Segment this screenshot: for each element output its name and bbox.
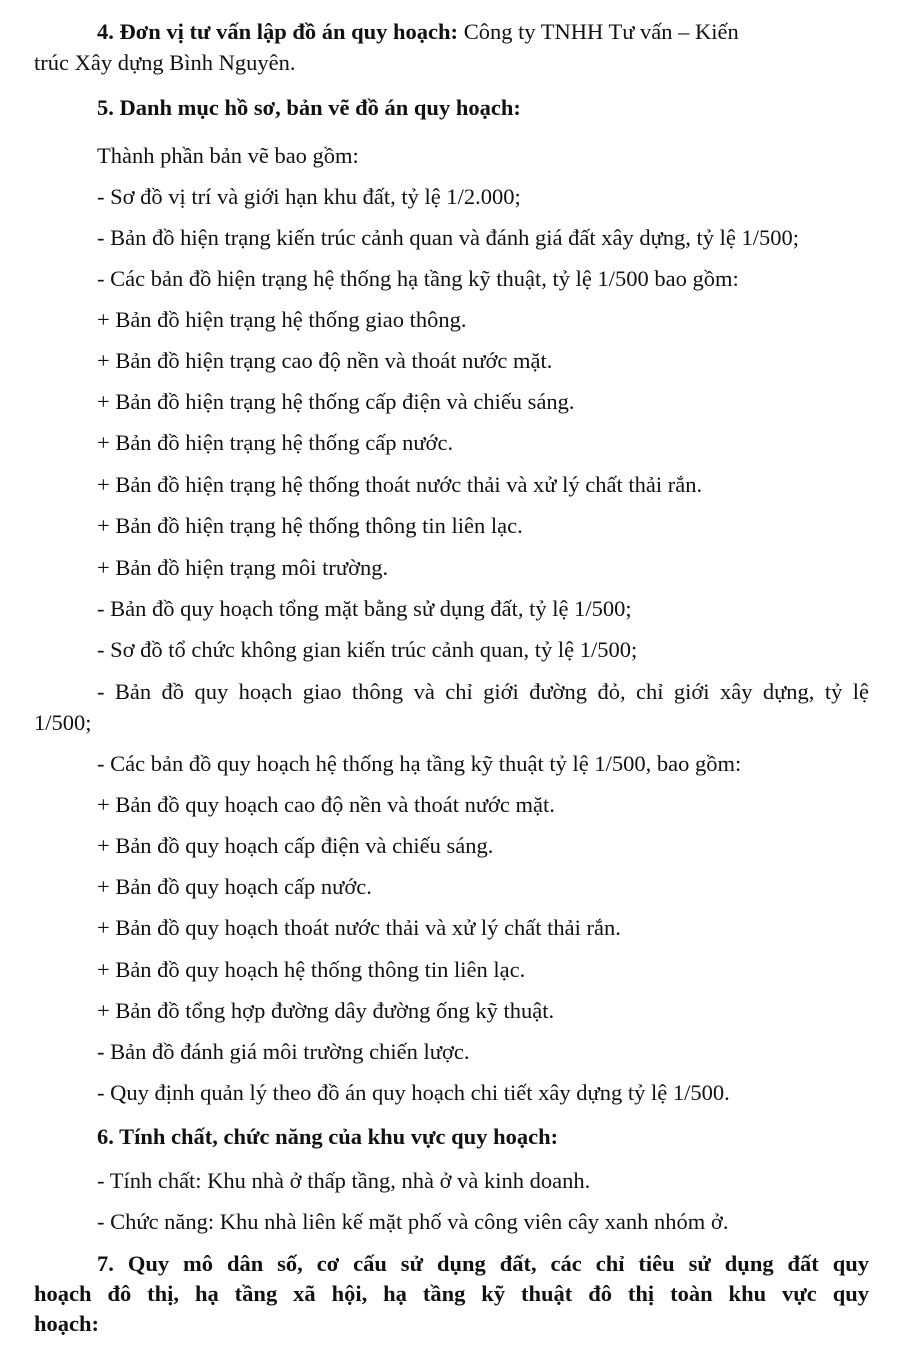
section-6-heading: 6. Tính chất, chức năng của khu vực quy hoạch: — [97, 1124, 559, 1149]
list-item: + Bản đồ quy hoạch hệ thống thông tin liên lạc. — [97, 957, 526, 982]
list-item: + Bản đồ hiện trạng hệ thống cấp điện và chiếu sáng. — [97, 389, 575, 414]
list-item: - Bản đồ đánh giá môi trường chiến lược. — [97, 1039, 470, 1064]
list-item: - Quy định quản lý theo đồ án quy hoạch chi tiết xây dựng tỷ lệ 1/500. — [97, 1080, 730, 1105]
list-item: + Bản đồ quy hoạch thoát nước thải và xử lý chất thải rắn. — [97, 915, 621, 940]
list-item: - Chức năng: Khu nhà liên kế mặt phố và công viên cây xanh nhóm ở. — [97, 1209, 729, 1234]
section-4-line-2: trúc Xây dựng Bình Nguyên. — [34, 50, 296, 75]
list-item: + Bản đồ hiện trạng hệ thống thoát nước thải và xử lý chất thải rắn. — [97, 472, 703, 497]
list-item: + Bản đồ tổng hợp đường dây đường ống kỹ thuật. — [97, 998, 555, 1023]
section-4-heading: 4. Đơn vị tư vấn lập đồ án quy hoạch: — [97, 19, 459, 44]
list-item: - Sơ đồ tổ chức không gian kiến trúc cảnh quan, tỷ lệ 1/500; — [97, 637, 638, 662]
list-item: + Bản đồ hiện trạng cao độ nền và thoát nước mặt. — [97, 348, 553, 373]
section-7-heading-line-3: hoạch: — [34, 1311, 100, 1336]
list-item-long-line-2: 1/500; — [34, 710, 92, 735]
list-item: + Bản đồ quy hoạch cấp điện và chiếu sáng. — [97, 833, 494, 858]
list-item: + Bản đồ hiện trạng hệ thống cấp nước. — [97, 430, 454, 455]
section-4-text: Công ty TNHH Tư vấn – Kiến — [458, 19, 739, 44]
list-item: - Bản đồ hiện trạng kiến trúc cảnh quan và đánh giá đất xây dựng, tỷ lệ 1/500; — [97, 225, 800, 250]
list-item: - Các bản đồ hiện trạng hệ thống hạ tầng kỹ thuật, tỷ lệ 1/500 bao gồm: — [97, 266, 739, 291]
list-item: + Bản đồ hiện trạng môi trường. — [97, 555, 389, 580]
list-item: - Các bản đồ quy hoạch hệ thống hạ tầng kỹ thuật tỷ lệ 1/500, bao gồm: — [97, 751, 742, 776]
list-item: + Bản đồ quy hoạch cao độ nền và thoát nước mặt. — [97, 792, 555, 817]
list-item: - Tính chất: Khu nhà ở thấp tầng, nhà ở và kinh doanh. — [97, 1168, 591, 1193]
section-7-heading-line-1: 7. Quy mô dân số, cơ cấu sử dụng đất, các chỉ tiêu sử dụng đất quy — [97, 1251, 869, 1276]
section-5-intro: Thành phần bản vẽ bao gồm: — [97, 143, 359, 168]
list-item: + Bản đồ hiện trạng hệ thống thông tin liên lạc. — [97, 513, 523, 538]
section-5-heading: 5. Danh mục hồ sơ, bản vẽ đồ án quy hoạch: — [97, 95, 521, 120]
list-item: + Bản đồ quy hoạch cấp nước. — [97, 874, 372, 899]
list-item: - Bản đồ quy hoạch tổng mặt bằng sử dụng đất, tỷ lệ 1/500; — [97, 596, 632, 621]
list-item: + Bản đồ hiện trạng hệ thống giao thông. — [97, 307, 467, 332]
list-item: - Sơ đồ vị trí và giới hạn khu đất, tỷ lệ 1/2.000; — [97, 184, 521, 209]
section-4-line-1 — [97, 17, 869, 47]
list-item-long-line-1: - Bản đồ quy hoạch giao thông và chỉ giới đường đỏ, chỉ giới xây dựng, tỷ lệ — [97, 679, 869, 704]
section-7-heading-line-2: hoạch đô thị, hạ tầng xã hội, hạ tầng kỹ thuật đô thị toàn khu vực quy — [34, 1281, 869, 1306]
